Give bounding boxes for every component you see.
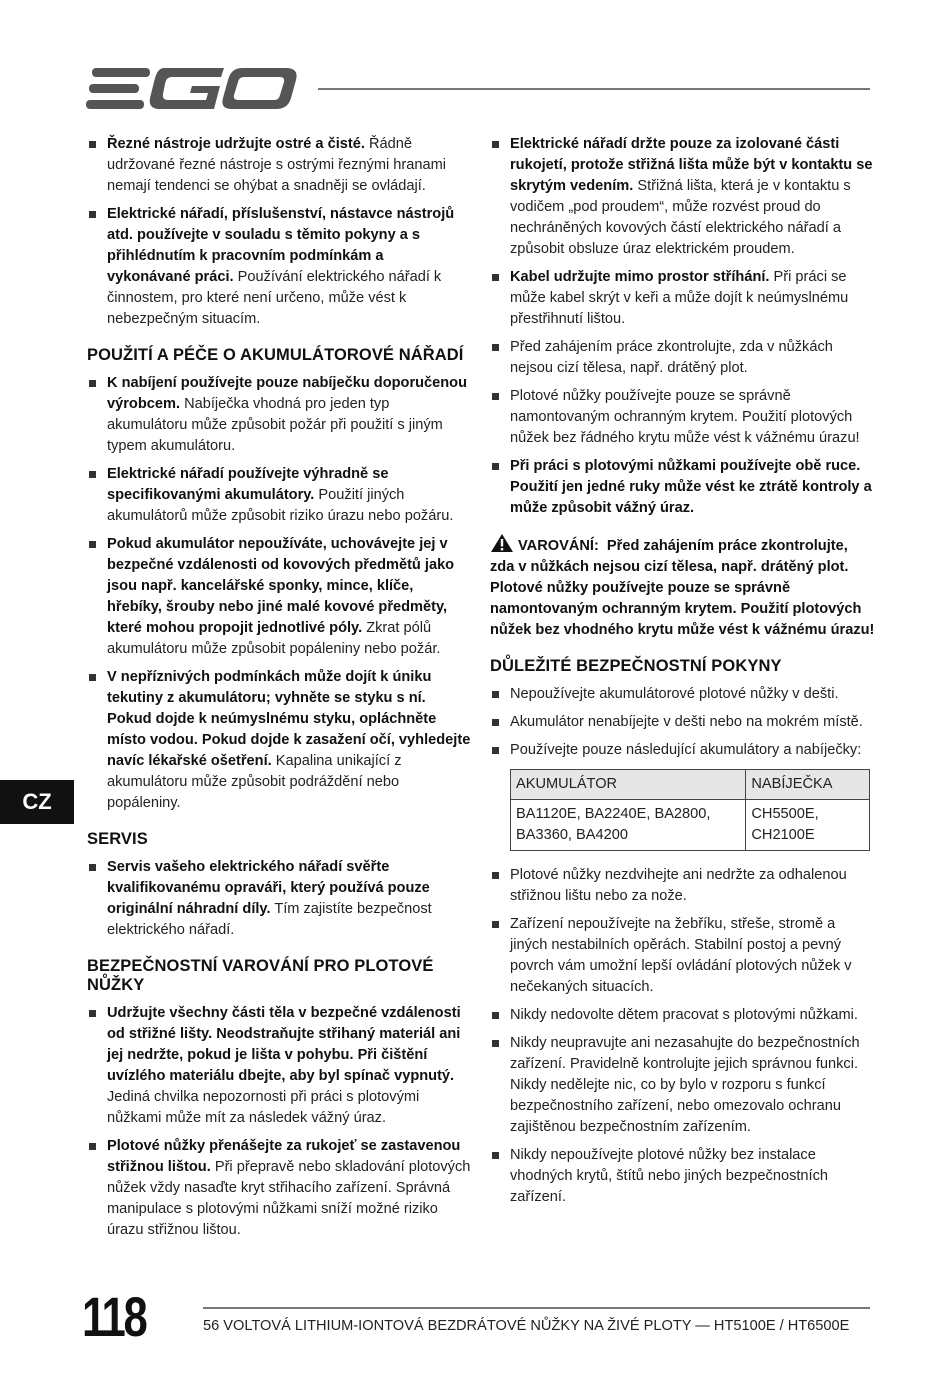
item-text: Používání elektrického nářadí k činnostem, pro které není určeno, může vést k nebezpečným situacím. <box>107 269 442 327</box>
important-list-before <box>490 684 875 761</box>
table-row <box>511 800 870 851</box>
language-tab: CZ <box>0 780 74 824</box>
list-item <box>490 386 875 449</box>
item-text: Používejte pouze následující akumulátory a nabíječky: <box>510 742 862 758</box>
list-item <box>490 456 875 519</box>
list-item <box>490 740 875 761</box>
bullet-icon <box>492 921 499 928</box>
warning-text: Před zahájením práce zkontrolujte, zda v nůžkách nejsou cizí tělesa, např. drátěný plot. Plotové nůžky používejte pouze se správně namontovaným ochranným krytem. Použití plotových nůžek bez vhodného krytu může vést k vážnému úrazu! <box>490 538 875 638</box>
section-heading: POUŽITÍ A PÉČE O AKUMULÁTOROVÉ NÁŘADÍ <box>87 346 464 364</box>
bullet-icon <box>89 141 96 148</box>
battery-charger-table <box>510 769 870 851</box>
bullet-icon <box>492 691 499 698</box>
list-item <box>490 134 875 260</box>
ego-logo <box>86 64 298 114</box>
bullet-icon <box>89 1010 96 1017</box>
item-text: Kapalina unikající z akumulátoru může způsobit podráždění nebo popáleniny. <box>107 753 402 811</box>
item-text: Při přepravě nebo skladování plotových nůžek vždy nasaďte kryt střihacího zařízení. Správná manipulace s plotovými nůžkami sníží možné riziko úrazu střižnou lištou. <box>107 1159 471 1238</box>
section-heading: BEZPEČNOSTNÍ VAROVÁNÍ PRO PLOTOVÉ NŮŽKY <box>87 957 434 994</box>
bullet-icon <box>492 463 499 470</box>
item-bold-text: Kabel udržujte mimo prostor stříhání. <box>510 269 770 285</box>
list-item <box>87 1003 471 1129</box>
item-text: Střižná lišta, která je v kontaktu s vodičem „pod proudem“, může rozvést proud do nechráněných kovových částí elektrického nářadí a způsobit obsluze úraz elektrickém proudem. <box>510 178 851 257</box>
item-text: Řádně udržované řezné nástroje s ostrými řeznými hranami nemají tendenci se ohýbat a snadněji se ovládají. <box>107 136 447 194</box>
list-item <box>87 667 471 814</box>
list-item <box>490 267 875 330</box>
item-bold-text: Elektrické nářadí používejte výhradně se specifikovanými akumulátory. <box>107 466 389 503</box>
table-cell-batteries: BA1120E, BA2240E, BA2800, BA3360, BA4200 <box>511 800 746 851</box>
item-bold-text: Servis vašeho elektrického nářadí svěřte kvalifikovanému opraváři, který používá pouze originální náhradní díly. <box>107 859 430 917</box>
list-item <box>87 134 471 197</box>
list-item <box>490 712 875 733</box>
item-bold-text: Řezné nástroje udržujte ostré a čisté. <box>107 136 365 152</box>
warning-block <box>490 533 875 641</box>
important-heading: DŮLEŽITÉ BEZPEČNOSTNÍ POKYNY <box>490 657 782 675</box>
header-rule <box>318 88 870 90</box>
item-text: Plotové nůžky nezdvihejte ani nedržte za odhalenou střižnou lištu nebo za nože. <box>510 867 847 904</box>
item-bold-text: K nabíjení používejte pouze nabíječku doporučenou výrobcem. <box>107 375 468 412</box>
table-header-row <box>511 770 870 800</box>
item-text: Nepoužívejte akumulátorové plotové nůžky v dešti. <box>510 686 839 702</box>
list-item <box>87 373 471 457</box>
bullet-icon <box>89 471 96 478</box>
bullet-icon <box>89 864 96 871</box>
list-item <box>87 1136 471 1241</box>
item-text: Zařízení nepoužívejte na žebříku, střeše, stromě a jiných nestabilních opěrách. Stabilní postoj a pevný povrch vám umožní lepší ovládání plotových nůžek v nečekaných situacích. <box>510 916 852 995</box>
bullet-icon <box>492 747 499 754</box>
bullet-icon <box>89 541 96 548</box>
footer-title: 56 VOLTOVÁ LITHIUM-IONTOVÁ BEZDRÁTOVÉ NŮŽKY NA ŽIVÉ PLOTY — HT5100E / HT6500E <box>203 1318 850 1334</box>
table-header-battery: AKUMULÁTOR <box>511 770 746 800</box>
item-text: Akumulátor nenabíjejte v dešti nebo na mokrém místě. <box>510 714 863 730</box>
list-item <box>490 1005 875 1026</box>
bullet-icon <box>492 344 499 351</box>
item-bold-text: Plotové nůžky přenášejte za rukojeť se zastavenou střižnou lištou. <box>107 1138 461 1175</box>
list-item <box>490 914 875 998</box>
item-text: Nikdy neupravujte ani nezasahujte do bezpečnostních zařízení. Pravidelně kontrolujte jejich správnou funkci. Nikdy nedělejte nic, co by bylo v rozporu s funkcí bezpečnostního zařízení, nebo omezovalo ochranu zajištěnou bezpečnostním zařízením. <box>510 1035 860 1135</box>
item-text: Nikdy nedovolte dětem pracovat s plotovými nůžkami. <box>510 1007 858 1023</box>
list-item <box>490 1033 875 1138</box>
list-item <box>87 534 471 660</box>
right-column-items <box>490 134 875 519</box>
item-bold-text: Udržujte všechny části těla v bezpečné vzdálenosti od střižné lišty. Neodstraňujte střihaný materiál ani jej nedržte, pokud je lišta v pohybu. Při čištění uvízlého materiálu dbejte, aby byl spínač vypnutý. <box>107 1005 461 1084</box>
bullet-icon <box>492 1152 499 1159</box>
item-text: Při práci se může kabel skrýt v keři a může dojít k neúmyslnému přestřihnutí lištou. <box>510 269 849 327</box>
left-column <box>87 134 471 1248</box>
bullet-icon <box>492 1040 499 1047</box>
item-bold-text: Pokud akumulátor nepoužíváte, uchovávejte jej v bezpečné vzdálenosti od kovových předmětů jako jsou např. kancelářské sponky, mince, klíče, hřebíky, šrouby nebo jiné malé kovové předměty, které mohou propojit jednotlivé póly. <box>107 536 455 636</box>
bullet-icon <box>89 211 96 218</box>
warning-label: VAROVÁNÍ: <box>518 538 599 554</box>
list-item <box>490 1145 875 1208</box>
table-header-charger: NABÍJEČKA <box>746 770 870 800</box>
bullet-icon <box>492 1012 499 1019</box>
list-item <box>490 337 875 379</box>
footer-rule <box>203 1307 870 1309</box>
list-item <box>87 204 471 330</box>
item-text: Použití jiných akumulátorů může způsobit riziko úrazu nebo požáru. <box>107 487 454 524</box>
item-text: Nikdy nepoužívejte plotové nůžky bez instalace vhodných krytů, štítů nebo jiných bezpečnostních zařízení. <box>510 1147 829 1205</box>
item-text: Před zahájením práce zkontrolujte, zda v nůžkách nejsou cizí tělesa, např. drátěný plot. <box>510 339 833 376</box>
item-text: Zkrat pólů akumulátoru může způsobit popáleniny nebo požár. <box>107 620 441 657</box>
list-item <box>87 857 471 941</box>
item-text: Plotové nůžky používejte pouze se správně namontovaným ochranným krytem. Použití plotových nůžek bez řádného krytu může vést k vážnému úrazu! <box>510 388 860 446</box>
bullet-icon <box>492 274 499 281</box>
list-item <box>87 464 471 527</box>
list-item <box>490 865 875 907</box>
item-bold-text: V nepříznivých podmínkách může dojít k úniku tekutiny z akumulátoru; vyhněte se styku s ní. Pokud dojde k neúmyslnému styku, opláchněte místo vodou. Pokud dojde k zasažení očí, vyhledejte navíc lékařské ošetření. <box>107 669 471 769</box>
right-column <box>490 134 875 1215</box>
list-item <box>490 684 875 705</box>
bullet-icon <box>492 719 499 726</box>
bullet-icon <box>492 141 499 148</box>
bullet-icon <box>89 380 96 387</box>
item-text: Jediná chvilka nepozornosti při práci s plotovými nůžkami může mít za následek vážný úraz. <box>107 1089 420 1126</box>
warning-triangle-icon <box>490 533 514 553</box>
item-text: Nabíječka vhodná pro jeden typ akumulátoru může způsobit požár při použití s jiným typem akumulátoru. <box>107 396 443 454</box>
item-bold-text: Elektrické nářadí, příslušenství, nástavce nástrojů atd. používejte v souladu s těmito pokyny a s přihlédnutím k pracovním podmínkám a vykonávané práci. <box>107 206 455 285</box>
item-text: Tím zajistíte bezpečnost elektrického nářadí. <box>107 901 432 938</box>
bullet-icon <box>89 1143 96 1150</box>
bullet-icon <box>89 674 96 681</box>
bullet-icon <box>492 393 499 400</box>
item-bold-text: Elektrické nářadí držte pouze za izolované části rukojetí, protože střižná lišta může být v kontaktu se skrytým vedením. <box>510 136 873 194</box>
table-cell-chargers: CH5500E, CH2100E <box>746 800 870 851</box>
section-heading: SERVIS <box>87 830 148 848</box>
bullet-icon <box>492 872 499 879</box>
page-number: 118 <box>82 1285 146 1348</box>
item-bold-text: Při práci s plotovými nůžkami používejte obě ruce. Použití jen jedné ruky může vést ke ztrátě kontroly a může způsobit vážný úraz. <box>510 458 872 516</box>
important-list-after <box>490 865 875 1208</box>
